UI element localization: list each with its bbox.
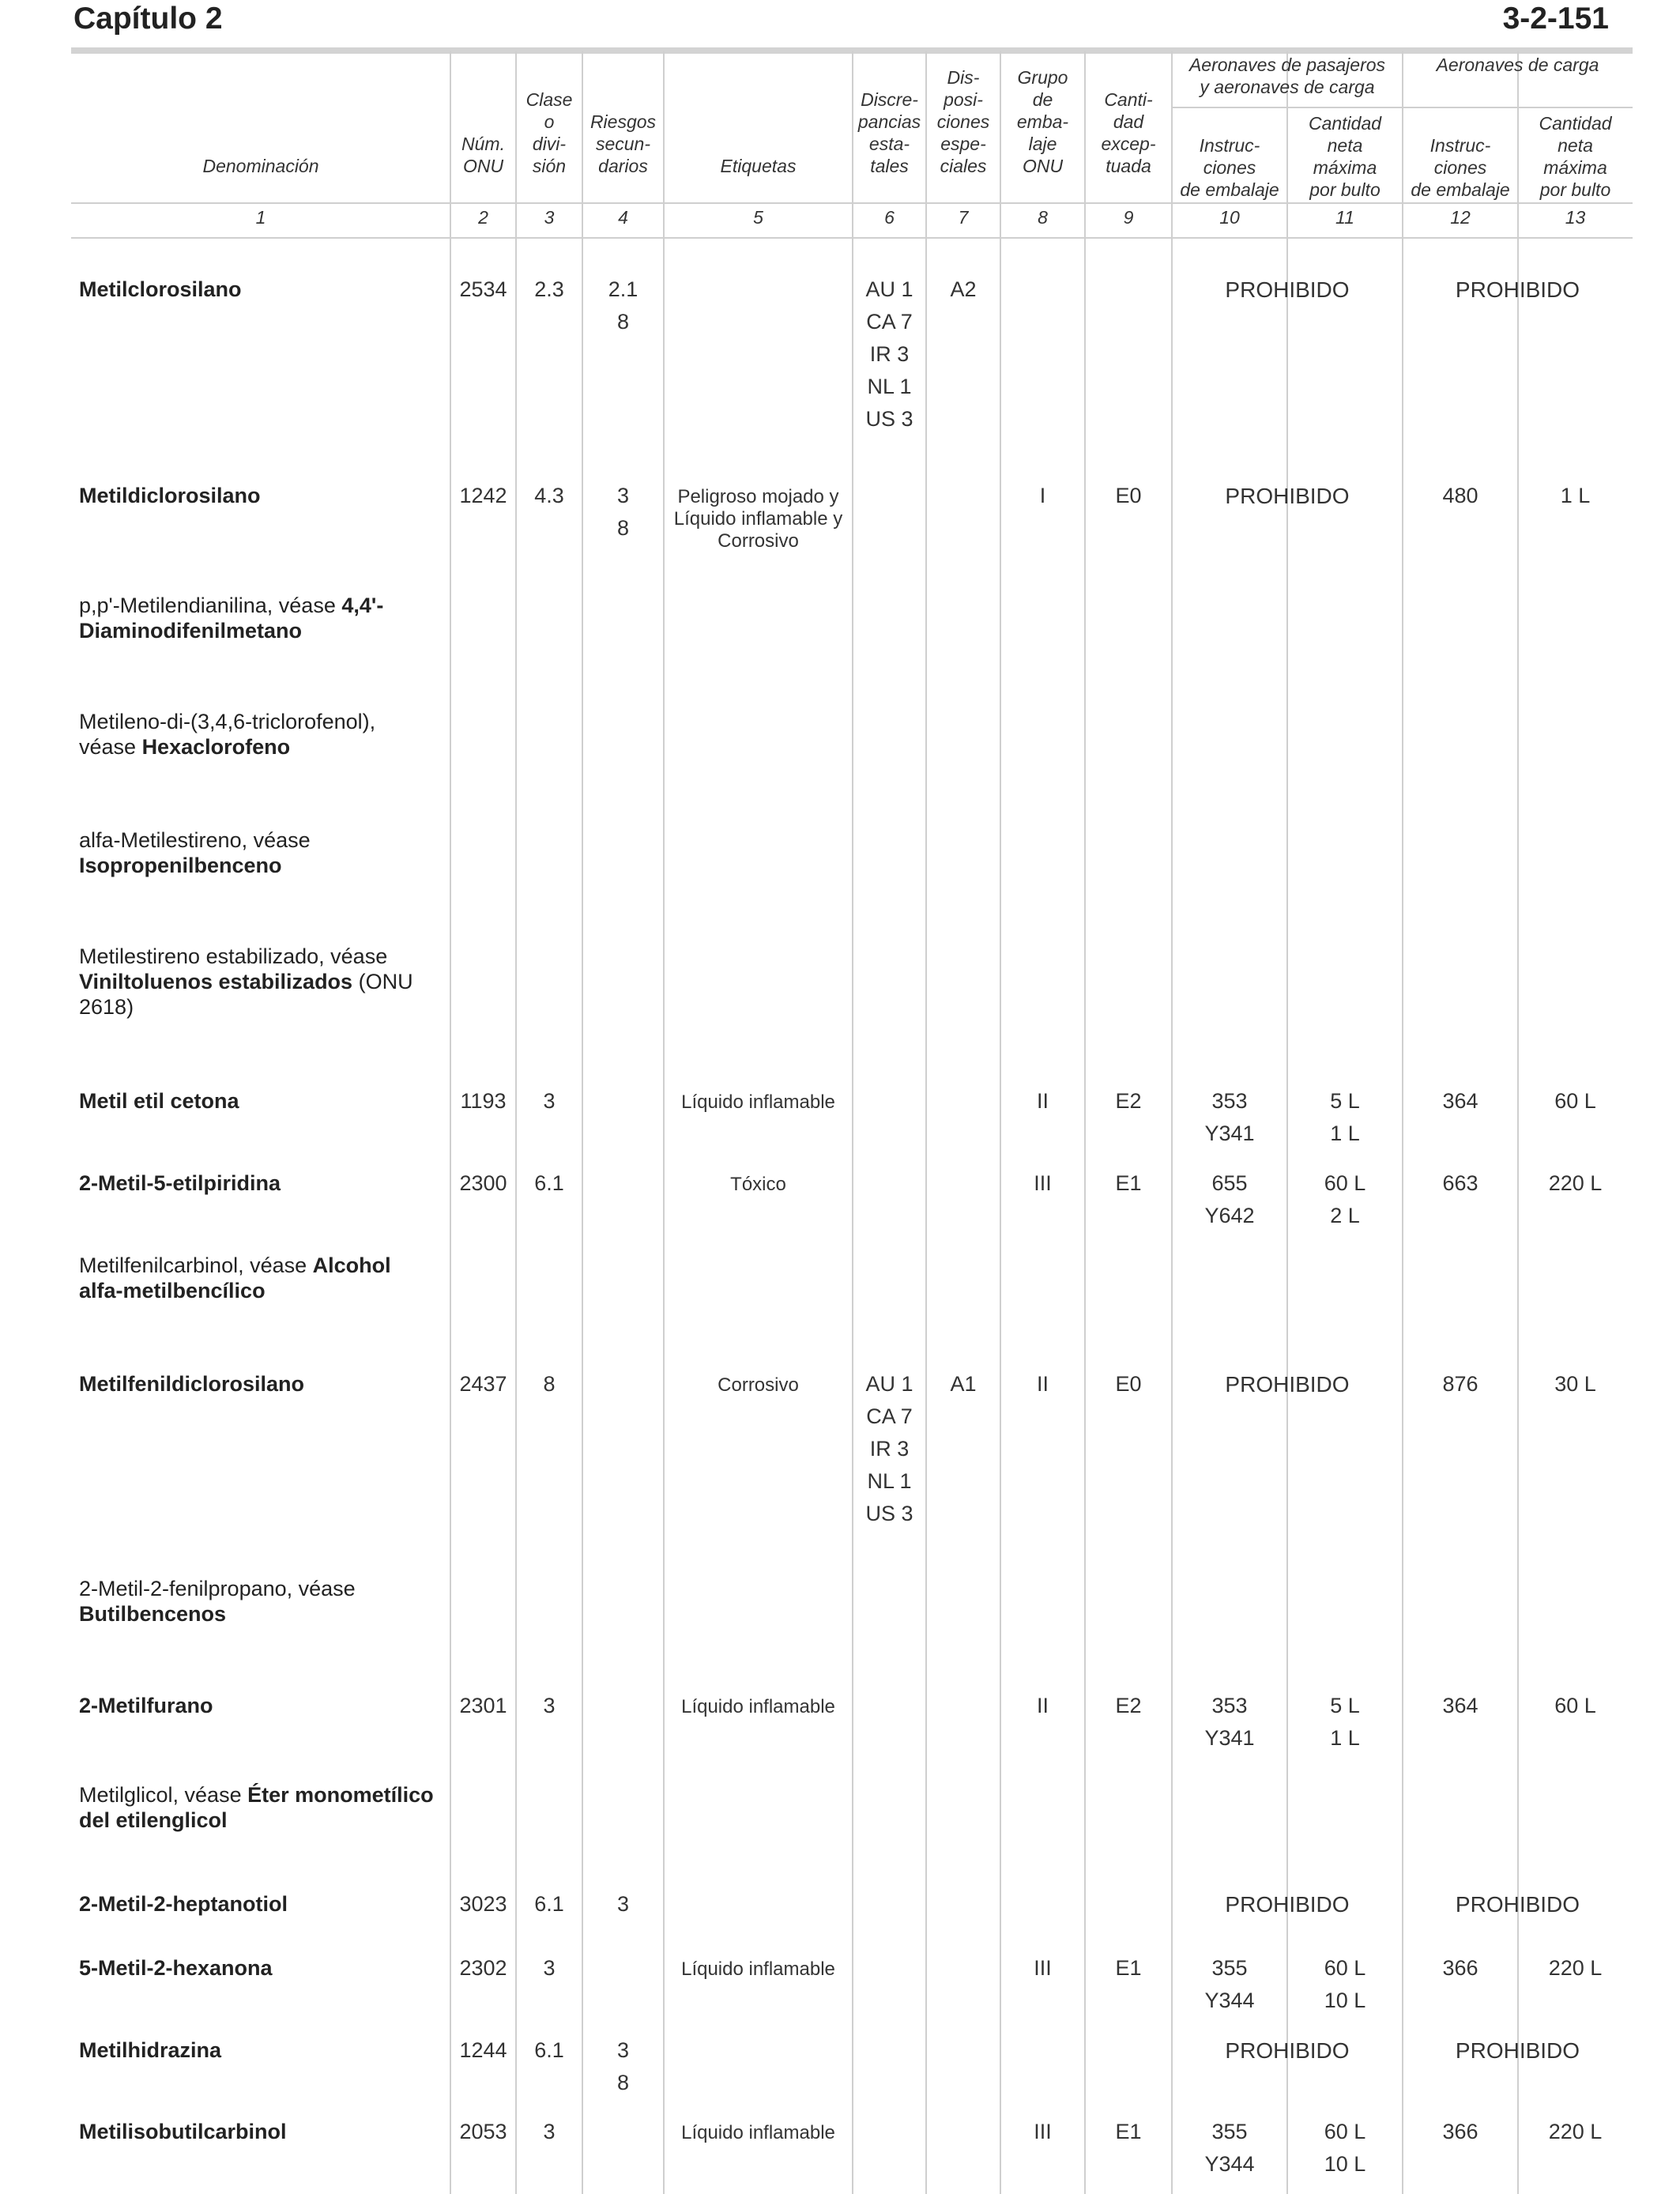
pax-forbidden: PROHIBIDO [1225,277,1350,302]
header-etiquetas: Etiquetas [720,156,797,176]
cargo-max-quantity: 1 L [1560,484,1591,507]
pax-max-quantity: 5 L 1 L [1330,1089,1360,1145]
column-number: 10 [1219,207,1240,228]
class-division: 3 [543,1089,556,1113]
header-group-pasajeros: Aeronaves de pasajeros y aeronaves de carga [1188,55,1386,97]
entry-name: 5-Metil-2-hexanona [79,1956,273,1980]
special-provisions: A2 [950,277,977,301]
cargo-packing-instruction: 663 [1442,1171,1478,1195]
pax-packing-instruction: 353 Y341 [1204,1089,1255,1145]
un-number: 3023 [459,1892,507,1916]
entry-name: p,p'-Metilendianilina, véase 4,4'-Diaminodifenilmetano [79,594,384,643]
page-number: 3-2-151 [1502,2,1609,36]
pax-packing-instruction: 355 Y344 [1204,2120,1255,2176]
un-number: 2300 [459,1171,507,1195]
un-number: 1242 [459,484,507,507]
subsidiary-risk: 3 8 [616,484,630,540]
class-division: 3 [543,2120,556,2143]
header-group-carga: Aeronaves de carga [1436,55,1599,75]
subsidiary-risk: 3 8 [616,2038,630,2094]
subsidiary-risk: 2.1 8 [608,277,638,334]
class-division: 6.1 [534,1171,564,1195]
hazard-label: Líquido inflamable [681,1958,835,1980]
packing-group: I [1039,484,1046,507]
cargo-packing-instruction: 876 [1442,1372,1478,1396]
entry-name: Metilfenilcarbinol, véase Alcohol alfa-metilbencílico [79,1253,391,1302]
cargo-forbidden: PROHIBIDO [1455,1892,1580,1917]
header-cargo-instrucciones: Instruc- ciones de embalaje [1411,135,1510,200]
entry-name: Metilhidrazina [79,2038,222,2062]
un-number: 2053 [459,2120,507,2143]
cargo-forbidden: PROHIBIDO [1455,2038,1580,2063]
header-divider [1172,107,1633,108]
class-division: 3 [543,1956,556,1980]
excepted-quantity: E2 [1115,1694,1142,1717]
cargo-max-quantity: 60 L [1554,1089,1596,1113]
cargo-packing-instruction: 364 [1442,1089,1478,1113]
column-number-rule [71,237,1633,239]
cargo-max-quantity: 220 L [1548,1956,1603,1980]
entry-name: Metil etil cetona [79,1089,239,1113]
excepted-quantity: E1 [1115,1171,1142,1195]
hazard-label: Líquido inflamable [681,1091,835,1113]
entry-name: Metilfenildiclorosilano [79,1372,305,1396]
column-number: 7 [958,207,969,228]
hazard-label: Líquido inflamable [681,1696,835,1717]
entry-name: 2-Metil-2-fenilpropano, véase Butilbencenos [79,1577,356,1626]
cargo-packing-instruction: 364 [1442,1694,1478,1717]
packing-group: III [1034,1171,1052,1195]
class-division: 8 [543,1372,556,1396]
packing-group: II [1036,1089,1049,1113]
header-disposiciones: Dis- posi- ciones espe- ciales [936,67,990,176]
pax-max-quantity: 60 L 2 L [1324,1171,1366,1227]
column-divider [663,51,665,2194]
class-division: 2.3 [534,277,564,301]
header-bottom-rule [71,202,1633,204]
class-division: 4.3 [534,484,564,507]
column-number: 2 [478,207,488,228]
packing-group: III [1034,2120,1052,2143]
column-divider [1000,51,1001,2194]
cargo-max-quantity: 220 L [1548,2120,1603,2143]
excepted-quantity: E0 [1115,484,1142,507]
column-number: 9 [1123,207,1134,228]
entry-name: alfa-Metilestireno, véase Isopropenilbenceno [79,828,311,877]
entry-name: Metilclorosilano [79,277,242,301]
column-number: 12 [1450,207,1471,228]
pax-max-quantity: 5 L 1 L [1330,1694,1360,1750]
excepted-quantity: E1 [1115,1956,1142,1980]
entry-name: Metilglicol, véase Éter monometílico del etilenglicol [79,1783,434,1832]
column-number: 3 [544,207,555,228]
column-number: 13 [1565,207,1586,228]
hazard-label: Líquido inflamable [681,2122,835,2143]
pax-packing-instruction: 655 Y642 [1204,1171,1255,1227]
column-divider [450,51,451,2194]
packing-group: II [1036,1372,1049,1396]
cargo-packing-instruction: 366 [1442,2120,1478,2143]
column-number: 4 [618,207,628,228]
special-provisions: A1 [950,1372,977,1396]
class-division: 3 [543,1694,556,1717]
header-pax-instrucciones: Instruc- ciones de embalaje [1180,135,1279,200]
entry-name: Metilestireno estabilizado, véase Viniltoluenos estabilizados (ONU 2618) [79,944,413,1019]
column-divider [1084,51,1086,2194]
state-variations: AU 1 CA 7 IR 3 NL 1 US 3 [865,277,913,431]
cargo-max-quantity: 60 L [1554,1694,1596,1717]
column-divider [515,51,517,2194]
pax-forbidden: PROHIBIDO [1225,2038,1350,2063]
un-number: 2534 [459,277,507,301]
entry-name: 2-Metil-5-etilpiridina [79,1171,281,1195]
excepted-quantity: E1 [1115,2120,1142,2143]
subsidiary-risk: 3 [616,1892,630,1916]
un-number: 2437 [459,1372,507,1396]
cargo-packing-instruction: 366 [1442,1956,1478,1980]
cargo-max-quantity: 220 L [1548,1171,1603,1195]
column-divider [1517,51,1519,2194]
entry-name: Metileno-di-(3,4,6-triclorofenol), véase Hexaclorofeno [79,710,376,759]
cargo-packing-instruction: 480 [1442,484,1478,507]
cargo-forbidden: PROHIBIDO [1455,277,1580,302]
un-number: 1244 [459,2038,507,2062]
entry-name: Metildiclorosilano [79,484,261,507]
class-division: 6.1 [534,2038,564,2062]
hazard-label: Tóxico [730,1174,786,1195]
header-pax-cantidad-neta: Cantidad neta máxima por bulto [1308,113,1382,200]
pax-max-quantity: 60 L 10 L [1324,1956,1366,2012]
header-denominacion: Denominación [202,156,319,176]
pax-forbidden: PROHIBIDO [1225,1372,1350,1397]
header-cargo-cantidad-neta: Cantidad neta máxima por bulto [1539,113,1612,200]
column-divider [582,51,583,2194]
column-number: 6 [884,207,895,228]
pax-forbidden: PROHIBIDO [1225,484,1350,508]
pax-packing-instruction: 353 Y341 [1204,1694,1255,1750]
column-number: 8 [1038,207,1048,228]
entry-name: Metilisobutilcarbinol [79,2120,287,2143]
column-number: 11 [1335,207,1354,228]
hazard-label: Peligroso mojado y Líquido inflamable y Corrosivo [673,486,843,552]
chapter-title: Capítulo 2 [73,2,223,36]
header-num-onu: Núm. ONU [461,134,505,176]
un-number: 2302 [459,1956,507,1980]
entry-name: 2-Metilfurano [79,1694,213,1717]
class-division: 6.1 [534,1892,564,1916]
header-cantidad-exceptuada: Canti- dad excep- tuada [1101,89,1156,176]
header-riesgos: Riesgos secun- darios [590,111,657,176]
excepted-quantity: E2 [1115,1089,1142,1113]
entry-name: 2-Metil-2-heptanotiol [79,1892,288,1916]
pax-max-quantity: 60 L 10 L [1324,2120,1366,2176]
pax-forbidden: PROHIBIDO [1225,1892,1350,1917]
un-number: 1193 [460,1089,507,1113]
column-number: 1 [255,207,266,228]
header-clase: Clase o divi- sión [525,89,573,176]
header-grupo: Grupo de emba- laje ONU [1016,67,1069,176]
state-variations: AU 1 CA 7 IR 3 NL 1 US 3 [865,1372,913,1525]
hazard-label: Corrosivo [718,1374,799,1396]
column-number: 5 [753,207,763,228]
header-discrepancias: Discre- pancias esta- tales [857,89,921,176]
un-number: 2301 [459,1694,507,1717]
cargo-max-quantity: 30 L [1554,1372,1596,1396]
excepted-quantity: E0 [1115,1372,1142,1396]
packing-group: II [1036,1694,1049,1717]
packing-group: III [1034,1956,1052,1980]
pax-packing-instruction: 355 Y344 [1204,1956,1255,2012]
